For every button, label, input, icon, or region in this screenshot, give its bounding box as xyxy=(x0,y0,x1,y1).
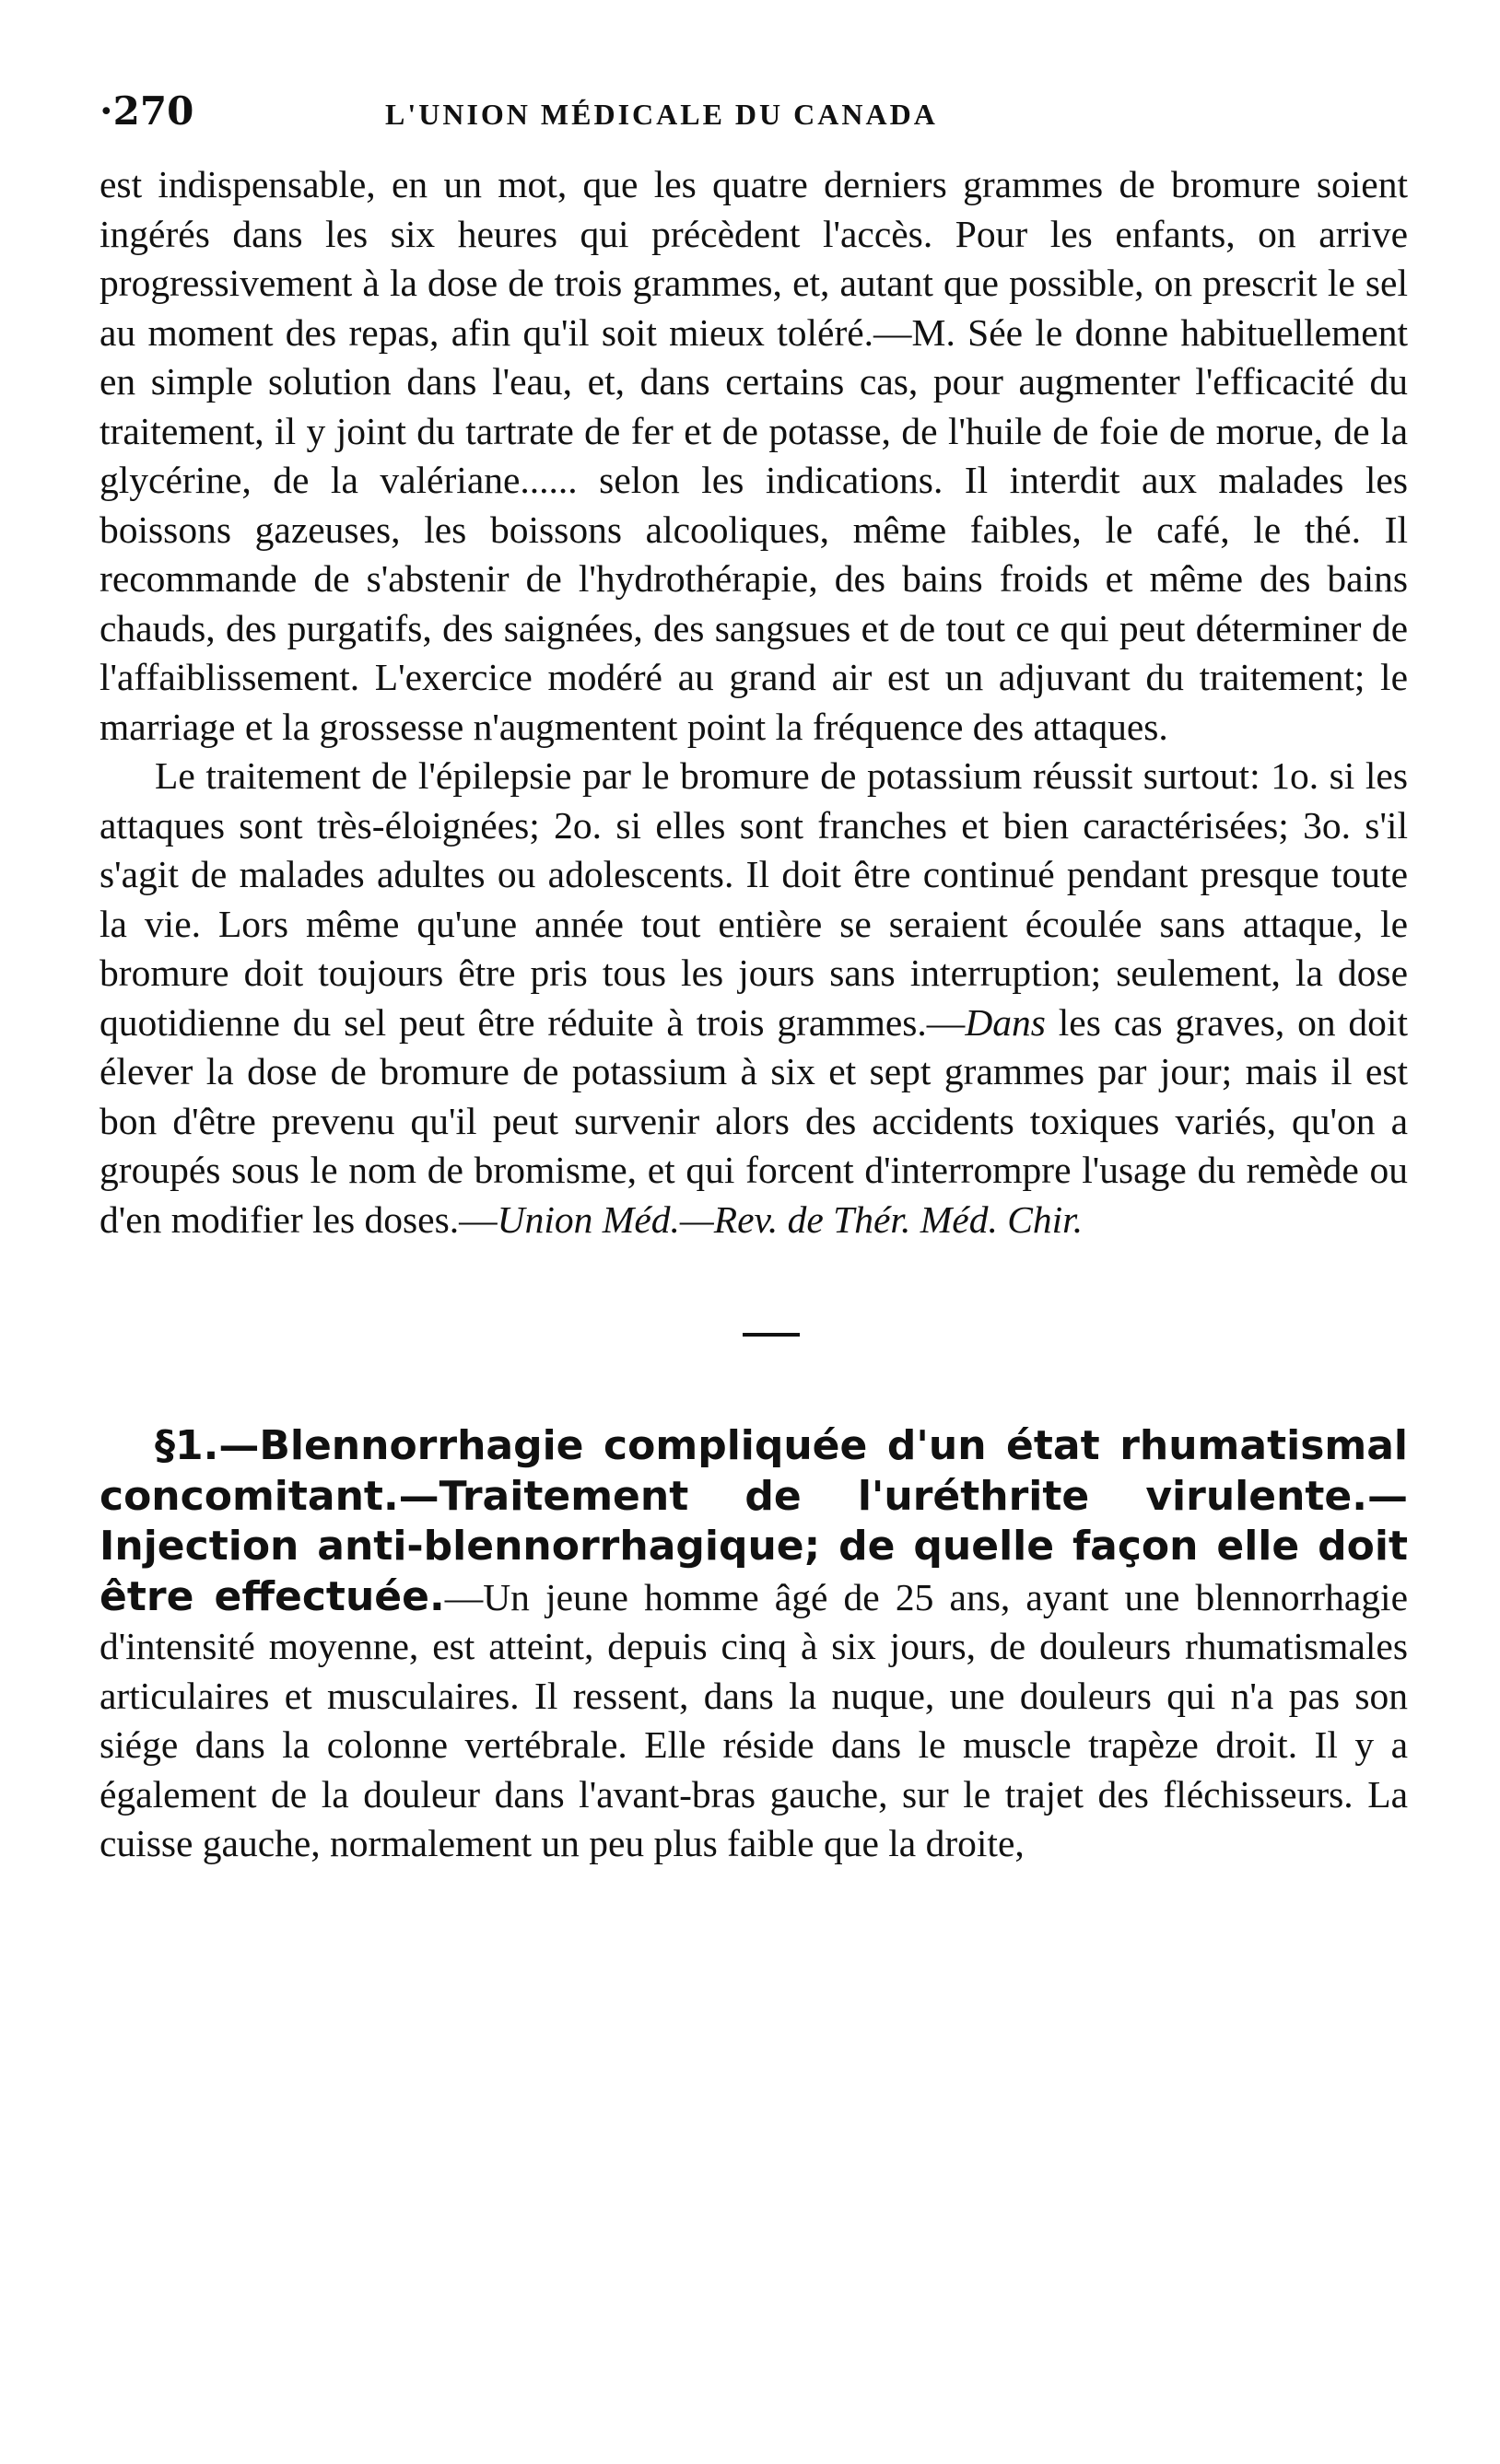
paragraph-1: est indispensable, en un mot, que les quatre derniers grammes de bromure soient ingérés dans les six heures qui précèdent l'accès. Pour les enfants, on arrive progressivement à la dose de trois grammes, et, autant que possible, on prescrit le sel au moment des repas, afin qu'il soit mieux toléré.—M. Sée le donne habituellement en simple solution dans l'eau, et, dans certains cas, pour augmenter l'efficacité du traitement, il y joint du tartrate de fer et de potasse, de l'huile de foie de morue, de la glycérine, de la valériane...... selon les indications. Il interdit aux malades les boissons gazeuses, les boissons alcooliques, même faibles, le café, le thé. Il recommande de s'abstenir de l'hydrothérapie, des bains froids et même des bains chauds, des purgatifs, des saignées, des sangsues et de tout ce qui peut déterminer de l'affaiblissement. L'exercice modéré au grand air est un adjuvant du traitement; le marriage et la grossesse n'augmentent point la fréquence des attaques. xyxy=(100,163,1408,748)
section-body: —Un jeune homme âgé de 25 ans, ayant une blennorrhagie d'intensité moyenne, est atteint, depuis cinq à six jours, de douleurs rhumatismales articulaires et musculaires. Il ressent, dans la nuque, une douleurs qui n'a pas son siége dans la colonne vertébrale. Elle réside dans le muscle trapèze droit. Il y a également de la douleur dans l'avant-bras gauche, sur le trajet des fléchisseurs. La cuisse gauche, normalement un peu plus faible que la droite, xyxy=(100,1575,1408,1864)
section-divider xyxy=(743,1333,800,1337)
paragraph-2-text-continued: les cas graves, on doit élever la dose de bromure de potassium à six et sept grammes par jour; mais il est bon d'être prevenu qu'il peut survenir alors des accidents toxiques variés, qu'on a groupés sous le nom de bromisme, et qui forcent d'interrompre l'usage du remède ou d'en modifier les doses.— xyxy=(100,1000,1408,1241)
source-citation: Union Méd.—Rev. de Thér. Méd. Chir. xyxy=(497,1197,1084,1241)
paragraph-2-text: Le traitement de l'épilepsie par le bromure de potassium réussit surtout: 1o. si les attaques sont très-éloignées; 2o. si elles sont franches et bien caractérisées; 3o. s'il s'agit de malades adultes ou adolescents. Il doit être continué pendant presque toute la vie. Lors même qu'une année tout entière se seraient écoulée sans attaque, le bromure doit toujours être pris tous les jours sans interruption; seulement, la dose quotidienne du sel peut être réduite à trois grammes.— xyxy=(100,754,1408,1044)
section-1 xyxy=(100,1421,1408,1869)
section-heading: §1.—Blennorrhagie compliquée d'un état rhumatismal concomitant.—Traitement de l'uréthrite virulente.—Injection anti-blennorrhagique; de quelle façon elle doit être effectuée. xyxy=(100,1422,1408,1620)
page-header xyxy=(100,88,1408,144)
document-page xyxy=(100,88,1408,1869)
paragraph-2-italic: Dans xyxy=(965,1000,1046,1044)
running-title: L'UNION MÉDICALE DU CANADA xyxy=(385,98,938,131)
page-number: ·270 xyxy=(100,88,194,134)
paragraph-2 xyxy=(100,752,1408,1244)
